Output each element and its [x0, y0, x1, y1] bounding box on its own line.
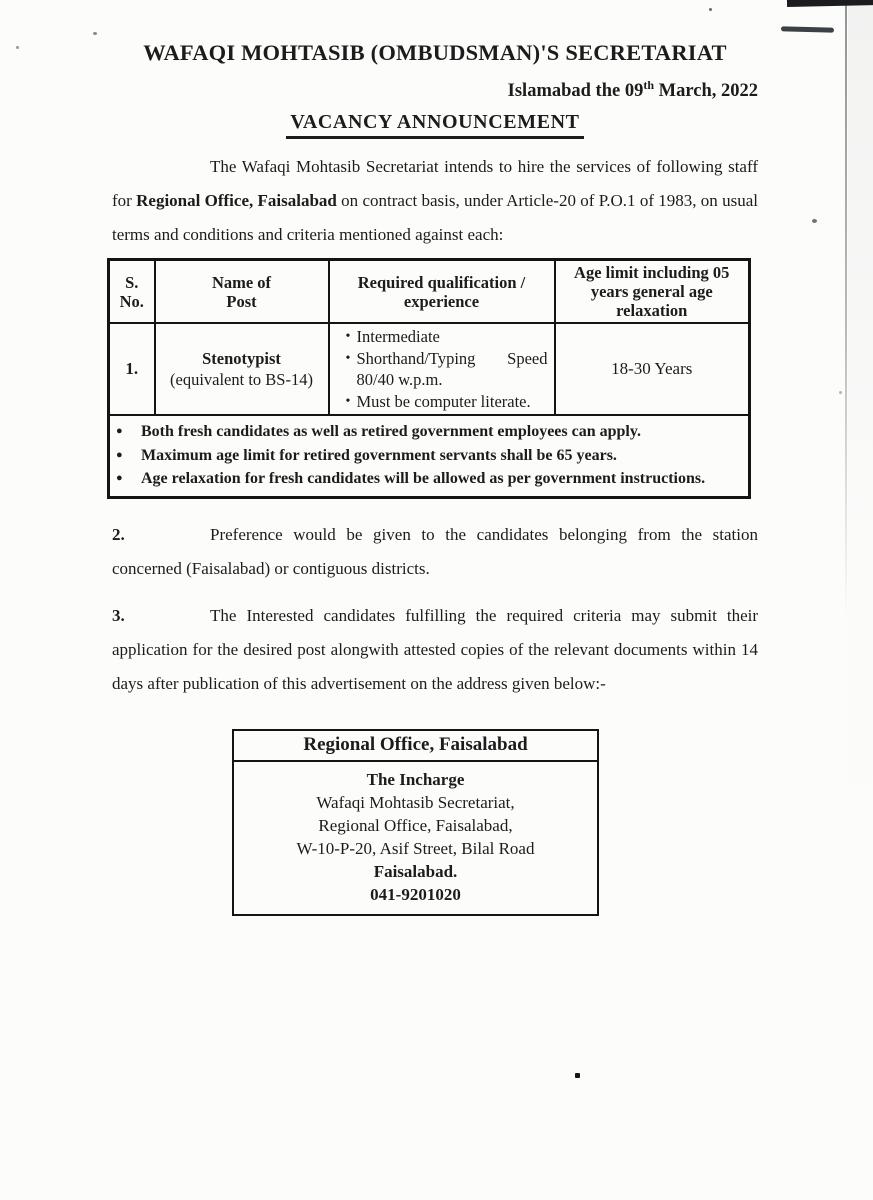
header-line: No.: [119, 291, 144, 311]
table-notes-row: [109, 415, 750, 497]
address-line: The Incharge: [366, 769, 465, 789]
qualification-item: • Shorthand/Typing Speed 80/40 w.p.m.: [346, 348, 548, 391]
header-line: years general age: [590, 282, 713, 301]
header-line: Name of: [211, 272, 272, 292]
scan-speck: [839, 391, 842, 394]
scan-page-edge-line: [845, 0, 847, 620]
scan-edge-shade: [848, 0, 873, 1200]
header-line: experience: [403, 291, 480, 311]
document-title: WAFAQI MOHTASIB (OMBUDSMAN)'S SECRETARIAT: [143, 40, 727, 65]
paragraph-number: 2.: [112, 524, 125, 544]
header-post-name: [155, 260, 329, 324]
cell-age-limit: 18-30 Years: [555, 323, 750, 415]
address-box: [232, 729, 599, 916]
note-item: ● Both fresh candidates as well as retired government employees can apply.: [115, 420, 744, 444]
note-item: ● Age relaxation for fresh candidates will be allowed as per government instructions.: [115, 467, 744, 491]
intro-paragraph: [112, 150, 758, 252]
cell-serial: 1.: [109, 323, 155, 415]
qualification-item: • Must be computer literate.: [346, 391, 548, 413]
qualification-item: • Intermediate: [346, 326, 548, 348]
date-prefix: Islamabad the 09: [507, 81, 644, 101]
table-header-row: [109, 260, 750, 324]
note-item: ● Maximum age limit for retired government servants shall be 65 years.: [115, 444, 744, 468]
scan-speck: [812, 219, 817, 223]
paragraph-number: 3.: [112, 605, 125, 625]
header-qualification: [329, 260, 555, 324]
address-line: Regional Office, Faisalabad,: [318, 815, 513, 835]
qualification-list: [334, 326, 550, 412]
address-line: Wafaqi Mohtasib Secretariat,: [316, 792, 515, 812]
header-line: Age limit including 05: [574, 263, 730, 282]
paragraph-text: Preference would be given to the candidates belonging from the station concerned (Faisalabad) or contiguous districts.: [112, 524, 758, 578]
cell-qualifications: [329, 323, 555, 415]
paragraph-text: The Interested candidates fulfilling the required criteria may submit their application for the desired post alongwith attested copies of the relevant documents within 14 days after publication of this advertisement on the address given below:-: [112, 605, 758, 693]
scan-artifact-dash: [781, 26, 834, 32]
header-line: relaxation: [616, 301, 688, 320]
notes-cell: [109, 415, 750, 497]
header-line: Post: [226, 291, 257, 311]
vacancy-table: [107, 258, 751, 499]
address-line: Faisalabad.: [373, 861, 458, 881]
table-row: [109, 323, 750, 415]
date-superscript: th: [643, 77, 655, 92]
paragraph-3: [112, 599, 758, 701]
date-line: [112, 77, 758, 102]
header-line: S.: [125, 272, 139, 292]
header-serial-no: [109, 260, 155, 324]
address-box-title: Regional Office, Faisalabad: [234, 731, 597, 762]
post-name: Stenotypist: [202, 349, 281, 368]
address-box-body: [234, 762, 597, 914]
scan-speck: [93, 32, 97, 35]
announcement-heading-wrap: [112, 111, 758, 139]
intro-text-1: The Wafaqi Mohtasib Secretariat intends to hire the services of following staff for: [112, 157, 758, 210]
post-grade: (equivalent to BS-14): [170, 370, 313, 389]
intro-text-2: on contract basis, under Article-20 of P.O.1 of 1983, on usual terms and conditions and criteria mentioned against each:: [112, 191, 758, 244]
date-suffix: March, 2022: [654, 81, 758, 101]
header-line: Required qualification /: [357, 272, 526, 292]
header-age-limit: [555, 260, 750, 324]
scan-speck: [575, 1073, 580, 1078]
address-line: 041-9201020: [370, 884, 461, 904]
cell-post: [155, 323, 329, 415]
address-line: W-10-P-20, Asif Street, Bilal Road: [296, 838, 535, 858]
scan-speck: [16, 46, 19, 49]
notes-list: [115, 420, 744, 491]
paragraph-2: [112, 518, 758, 586]
intro-bold-office: Regional Office, Faisalabad: [136, 191, 337, 210]
document-content: [112, 0, 758, 916]
announcement-heading: VACANCY ANNOUNCEMENT: [286, 111, 583, 139]
